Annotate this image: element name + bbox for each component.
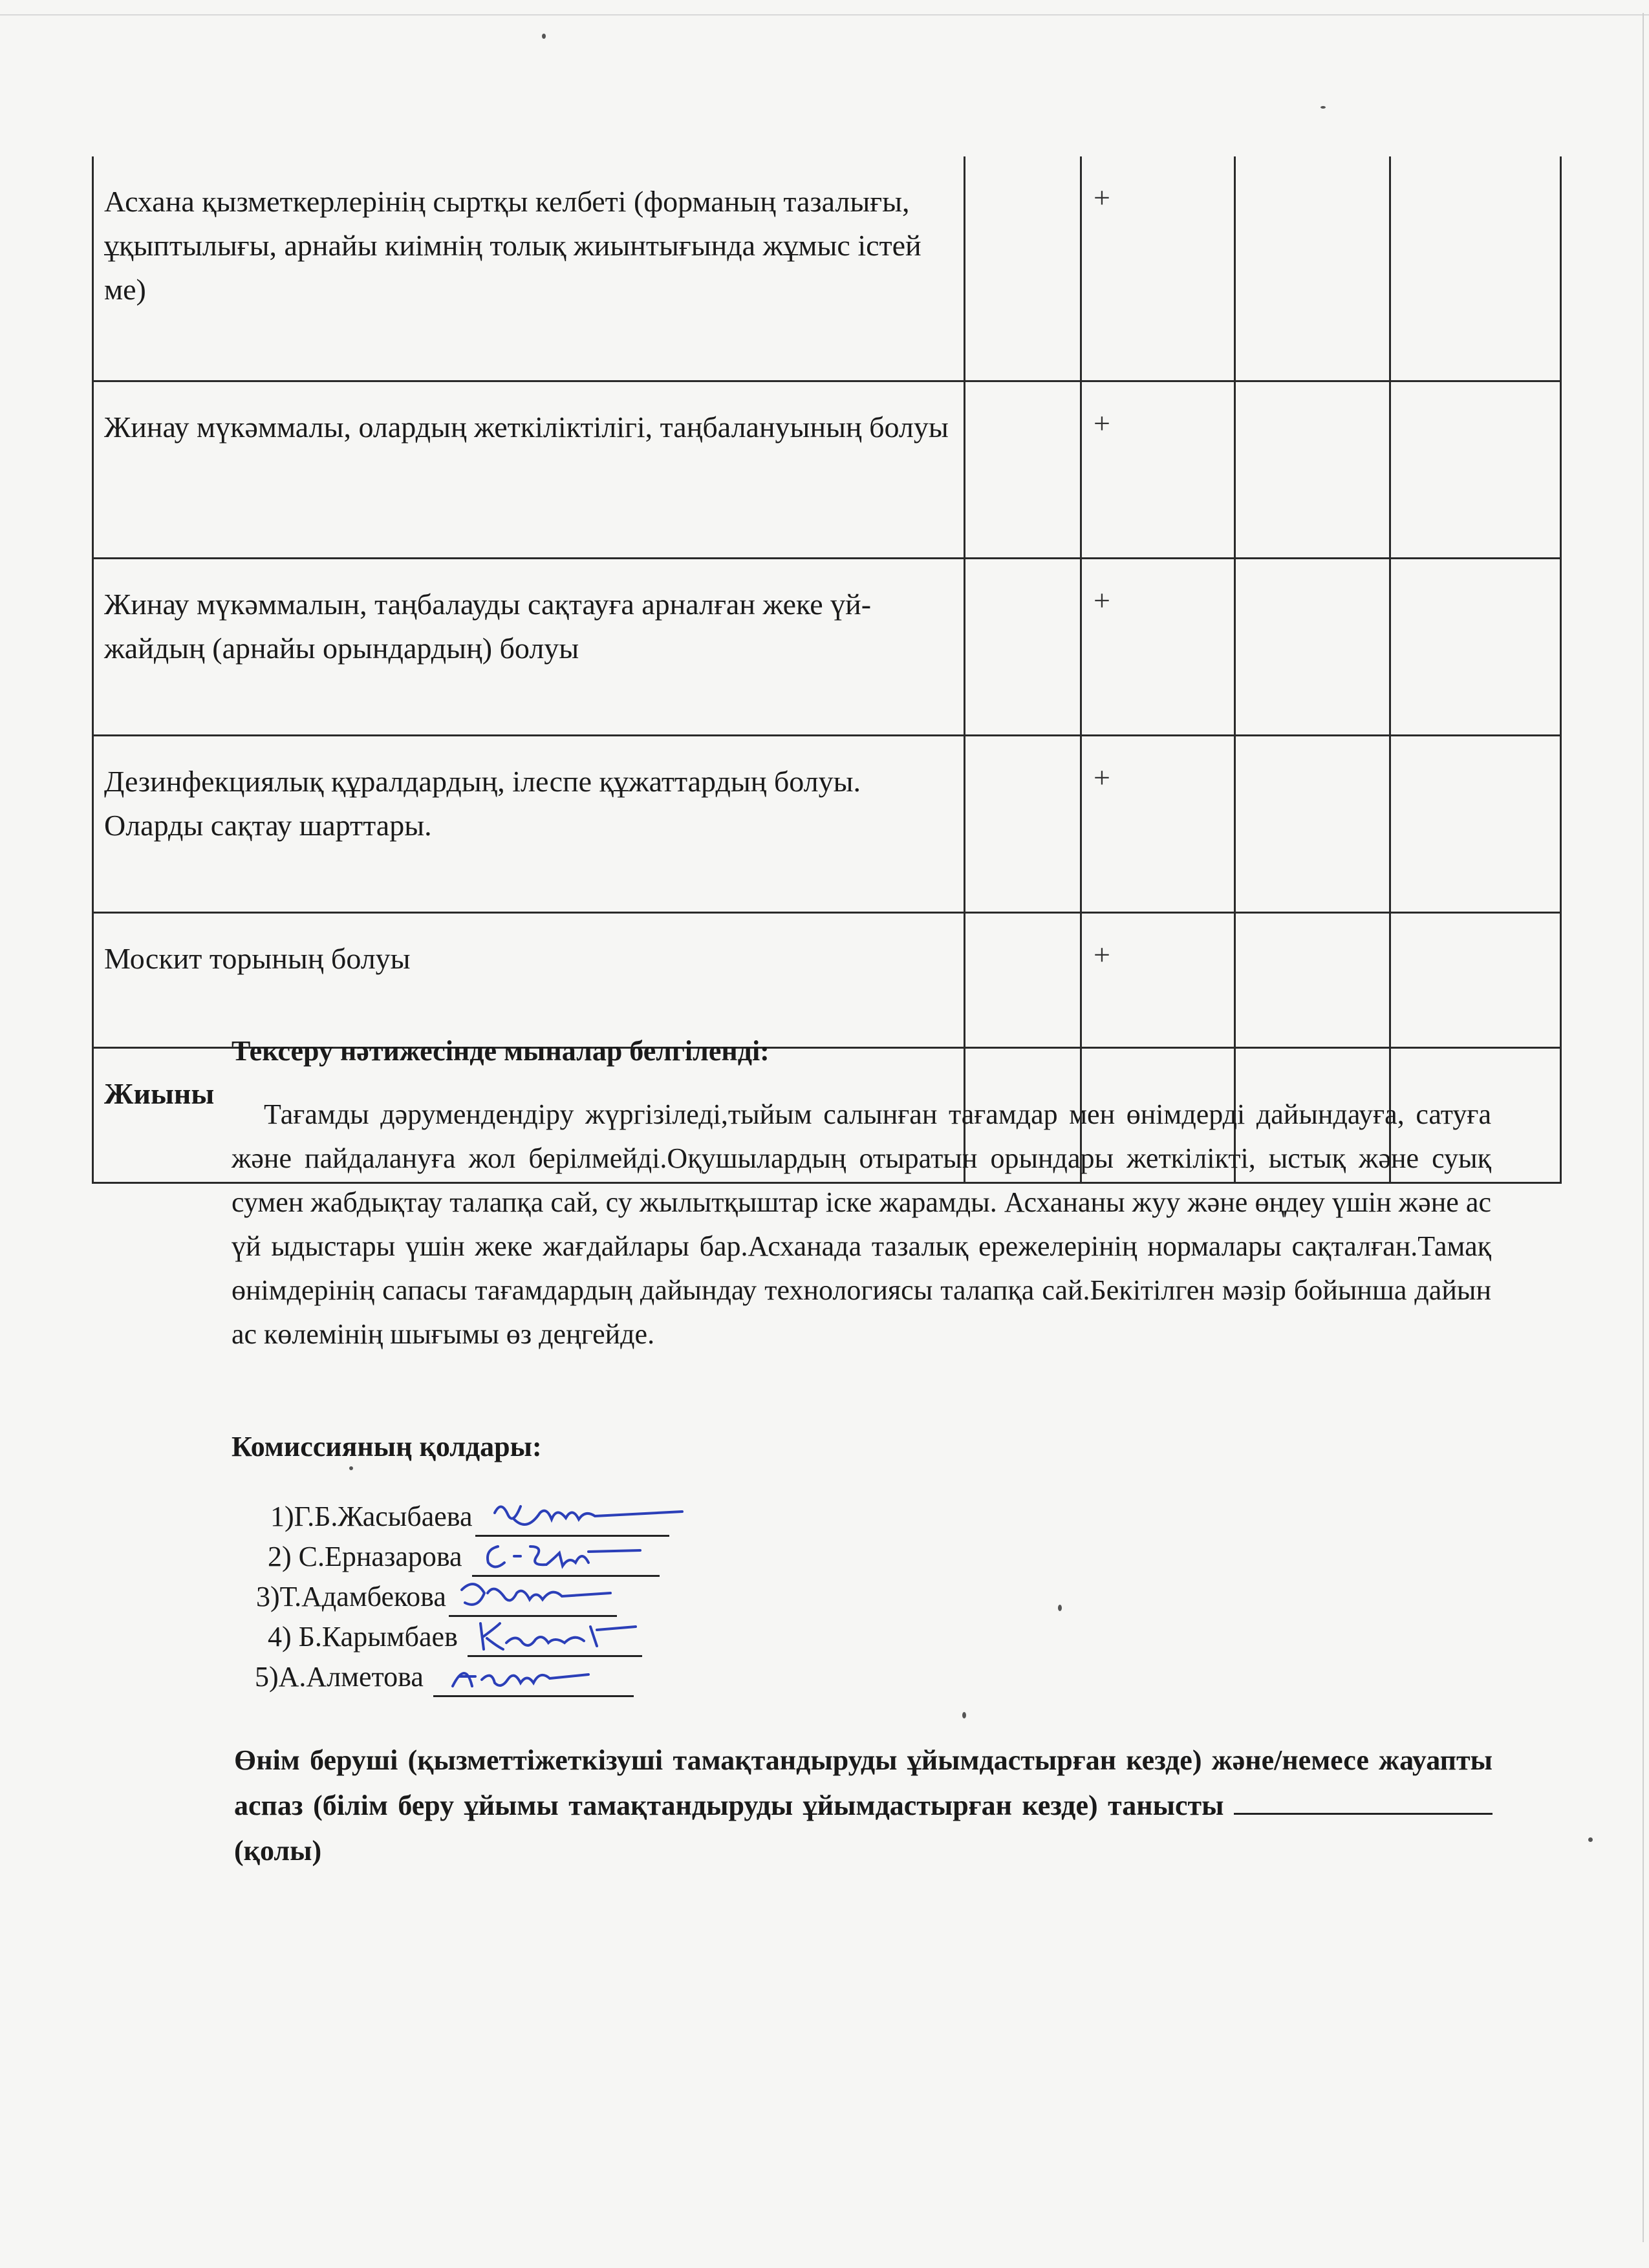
mark-cell (1235, 381, 1390, 559)
member-name: 2) С.Ерназарова (268, 1541, 469, 1572)
scan-speck (1588, 1837, 1593, 1842)
criterion-cell: Москит торының болуы (93, 913, 965, 1048)
criterion-cell: Дезинфекциялық құралдардың, ілеспе құжаттардың болуы. Оларды сақтау шарттары. (93, 736, 965, 913)
table-row (93, 559, 1561, 736)
table-row (93, 381, 1561, 559)
criterion-cell: Жинау мүкәммалы, олардың жеткіліктілігі, таңбалануының болуы (93, 381, 965, 559)
mark-cell: + (1081, 736, 1235, 913)
member-name: 1)Г.Б.Жасыбаева (270, 1501, 473, 1532)
inspection-checklist-table (92, 156, 1562, 1184)
findings-paragraph: Тағамды дәрумендендіру жүргізіледі,тыйым салынған тағамдар мен өнімдерді дайындауға, сатуға және пайдалануға жол берілмейді.Оқушылардың отыратын орындары жеткілікті, ыстық және суық сумен жабдықтау талапқа сай, су жылытқыштар іске жарамды. Асхананы жуу және өңдеу үшін және ас үй ыдыстары үшін жеке жағдайлары бар.Асханада тазалық ережелерінің нормалары сақталған.Тамақ өнімдерінің сапасы тағамдардың дайындау технологиясы талапқа сай.Бекітілген мәзір бойынша дайын ас көлемінің шығымы өз деңгейде. (232, 1098, 1491, 1350)
signature-row (255, 1657, 654, 1697)
signature-line (433, 1665, 634, 1697)
acknowledgement-paragraph (234, 1738, 1493, 1874)
handwritten-signature (449, 1574, 630, 1619)
total-label: Жиыны (93, 1048, 965, 1183)
mark-cell: + (1081, 913, 1235, 1048)
signature-line (468, 1625, 642, 1657)
mark-cell: + (1081, 559, 1235, 736)
scan-speck (542, 34, 546, 39)
mark-cell (1390, 559, 1561, 736)
signature-blank-line[interactable] (1234, 1787, 1493, 1815)
scan-speck (1320, 106, 1326, 109)
mark-cell (1390, 913, 1561, 1048)
mark-cell (965, 913, 1081, 1048)
mark-cell: + (1081, 381, 1235, 559)
handwritten-signature (475, 1493, 689, 1539)
signature-row (270, 1497, 669, 1537)
signature-row (256, 1577, 655, 1617)
signature-row (268, 1537, 667, 1577)
table-body (93, 156, 1561, 1183)
mark-cell (1235, 736, 1390, 913)
findings-heading: Тексеру нәтижесінде мыналар белгіленді: (232, 1035, 770, 1067)
mark-cell (1390, 736, 1561, 913)
acknowledgement-text: Өнім беруші (қызметтіжеткізуші тамақтандыруды ұйымдастырған кезде) және/немесе жауапты аспаз (білім беру ұйымы тамақтандыруды ұйымдастырған кезде) танысты (234, 1744, 1493, 1821)
table-row (93, 913, 1561, 1048)
scan-top-edge (0, 14, 1649, 16)
table-row (93, 736, 1561, 913)
signature-line (475, 1505, 669, 1537)
signature-line (449, 1585, 617, 1617)
criterion-cell: Асхана қызметкерлерінің сыртқы келбеті (форманың тазалығы, ұқыптылығы, арнайы киімнің толық жиынтығында жұмыс істей ме) (93, 156, 965, 381)
mark-cell (1235, 559, 1390, 736)
signature-list (246, 1497, 645, 1697)
signatures-heading: Комиссияның қолдары: (232, 1431, 542, 1462)
scan-speck (962, 1712, 966, 1718)
member-name: 3)Т.Адамбекова (256, 1581, 446, 1612)
mark-cell (965, 736, 1081, 913)
mark-cell (1235, 913, 1390, 1048)
scan-right-edge (1643, 13, 1644, 2242)
table-row (93, 156, 1561, 381)
mark-cell (965, 156, 1081, 381)
member-name: 5)А.Алметова (255, 1661, 431, 1693)
handwritten-signature (472, 1534, 666, 1579)
signature-row (268, 1617, 667, 1657)
handwritten-signature (468, 1614, 655, 1659)
signature-line (472, 1545, 660, 1577)
mark-cell (1390, 156, 1561, 381)
scan-speck (1058, 1605, 1062, 1611)
mark-cell (965, 559, 1081, 736)
mark-cell (1390, 381, 1561, 559)
mark-cell (965, 381, 1081, 559)
handwritten-signature (433, 1654, 634, 1699)
scan-speck (349, 1466, 353, 1470)
mark-cell: + (1081, 156, 1235, 381)
member-name: 4) Б.Карымбаев (268, 1621, 465, 1653)
criterion-cell: Жинау мүкәммалын, таңбалауды сақтауға арналған жеке үй-жайдың (арнайы орындардың) болуы (93, 559, 965, 736)
mark-cell (1235, 156, 1390, 381)
acknowledgement-suffix: (қолы) (234, 1835, 322, 1867)
